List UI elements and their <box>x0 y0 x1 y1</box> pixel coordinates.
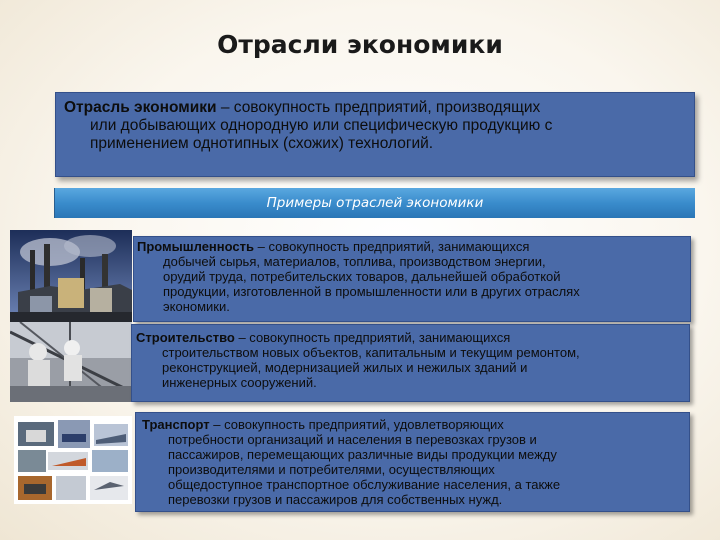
transport-term: Транспорт <box>142 417 210 432</box>
industry-card <box>133 236 691 322</box>
transport-line: потребности организаций и населения в перевозках грузов и <box>168 432 537 447</box>
construction-text: – совокупность предприятий, занимающихся <box>234 330 511 345</box>
definition-term: Отрасль экономики <box>64 99 217 116</box>
examples-banner: Примеры отраслей экономики <box>54 188 695 218</box>
transport-card <box>135 412 690 512</box>
definition-box <box>55 92 695 177</box>
construction-line: строительством новых объектов, капитальным и текущим ремонтом, <box>162 345 580 360</box>
transport-line: пассажиров, перемещающих различные виды продукции между <box>168 447 557 462</box>
transport-first-line <box>142 417 683 432</box>
industry-photo <box>10 230 132 322</box>
factory-image <box>10 230 132 322</box>
construction-image <box>10 322 132 402</box>
construction-term: Строительство <box>136 330 235 345</box>
transport-photo-collage <box>14 416 132 504</box>
industry-text: – совокупность предприятий, занимающихся <box>254 239 530 254</box>
construction-line: реконструкцией, модернизацией жилых и нежилых зданий и <box>162 360 528 375</box>
definition-text: – совокупность предприятий, производящих <box>216 99 541 116</box>
definition-continuation-2: применением однотипных (схожих) технологий. <box>90 135 434 152</box>
industry-line: добычей сырья, материалов, топлива, производством энергии, <box>163 254 546 269</box>
transport-text: – совокупность предприятий, удовлетворяющих <box>209 417 504 432</box>
industry-line: продукции, изготовленной в промышленности или в других отраслях <box>163 284 580 299</box>
industry-first-line <box>137 239 684 254</box>
industry-line: экономики. <box>163 299 230 314</box>
definition-continuation: или добывающих однородную или специфическую продукцию с <box>90 117 553 134</box>
construction-photo <box>10 322 132 402</box>
construction-first-line <box>136 330 683 345</box>
construction-line: инженерных сооружений. <box>162 375 317 390</box>
transport-line: перевозки грузов и пассажиров для собственных нужд. <box>168 492 503 507</box>
industry-term: Промышленность <box>137 239 254 254</box>
slide-title: Отрасли экономики <box>217 30 503 59</box>
definition-first-line <box>64 99 688 117</box>
transport-images <box>14 416 132 504</box>
transport-line: общедоступное транспортное обслуживание населения, а также <box>168 477 561 492</box>
industry-line: орудий труда, потребительских товаров, дальнейшей обработкой <box>163 269 561 284</box>
transport-line: производителями и потребителями, осуществляющих <box>168 462 495 477</box>
construction-card <box>131 324 690 402</box>
